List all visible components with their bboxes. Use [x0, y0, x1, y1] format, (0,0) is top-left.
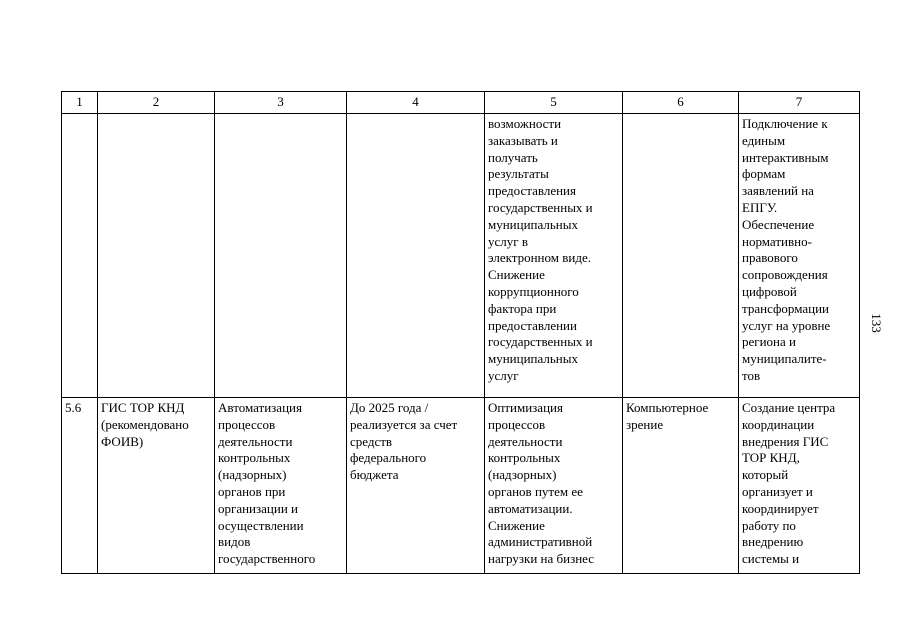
column-number-cell: 3 — [215, 92, 347, 114]
table-row — [62, 398, 860, 574]
page-number: 133 — [869, 313, 884, 333]
column-number-cell: 4 — [347, 92, 485, 114]
table-cell — [623, 114, 739, 398]
table-cell — [623, 398, 739, 574]
column-number-cell: 7 — [739, 92, 860, 114]
table-cell — [62, 114, 98, 398]
table-cell — [347, 114, 485, 398]
cell-text: Оптимизация процессов деятельности контрольных (надзорных) органов путем ее автоматизации. Снижение административной нагрузки на бизнес — [488, 400, 595, 567]
table-row — [62, 114, 860, 398]
column-number-cell: 1 — [62, 92, 98, 114]
table-cell — [485, 114, 623, 398]
table-cell — [739, 398, 860, 574]
table-cell — [485, 398, 623, 574]
cell-text: Подключение к единым интерактивным формам заявлений на ЕПГУ. Обеспечение нормативно- правового сопровождения цифровой трансформации услуг на уровне региона и муниципалите- тов — [742, 116, 831, 383]
table-cell — [347, 398, 485, 574]
table-cell — [98, 114, 215, 398]
cell-text: Автоматизация процессов деятельности контрольных (надзорных) органов при организации и осуществлении видов государственного — [218, 400, 316, 567]
table-cell — [62, 398, 98, 574]
column-number-cell: 6 — [623, 92, 739, 114]
column-number-cell: 5 — [485, 92, 623, 114]
cell-text: До 2025 года / реализуется за счет средств федерального бюджета — [350, 400, 458, 483]
cell-text: Создание центра координации внедрения ГИС ТОР КНД, который организует и координирует работу по внедрению системы и — [742, 400, 836, 567]
table-cell — [215, 398, 347, 574]
column-number-cell: 2 — [98, 92, 215, 114]
cell-text: ГИС ТОР КНД (рекомендовано ФОИВ) — [101, 400, 189, 449]
table-header-row — [62, 92, 860, 114]
table-cell — [739, 114, 860, 398]
cell-text: 5.6 — [65, 400, 82, 415]
cell-text: возможности заказывать и получать результаты предоставления государственных и муниципальных услуг в электронном виде. Снижение коррупционного фактора при предоставлении государственных и муниципальных услуг — [488, 116, 593, 383]
cell-text: Компьютерное зрение — [626, 400, 709, 432]
table-cell — [98, 398, 215, 574]
document-table — [61, 91, 860, 574]
table-cell — [215, 114, 347, 398]
